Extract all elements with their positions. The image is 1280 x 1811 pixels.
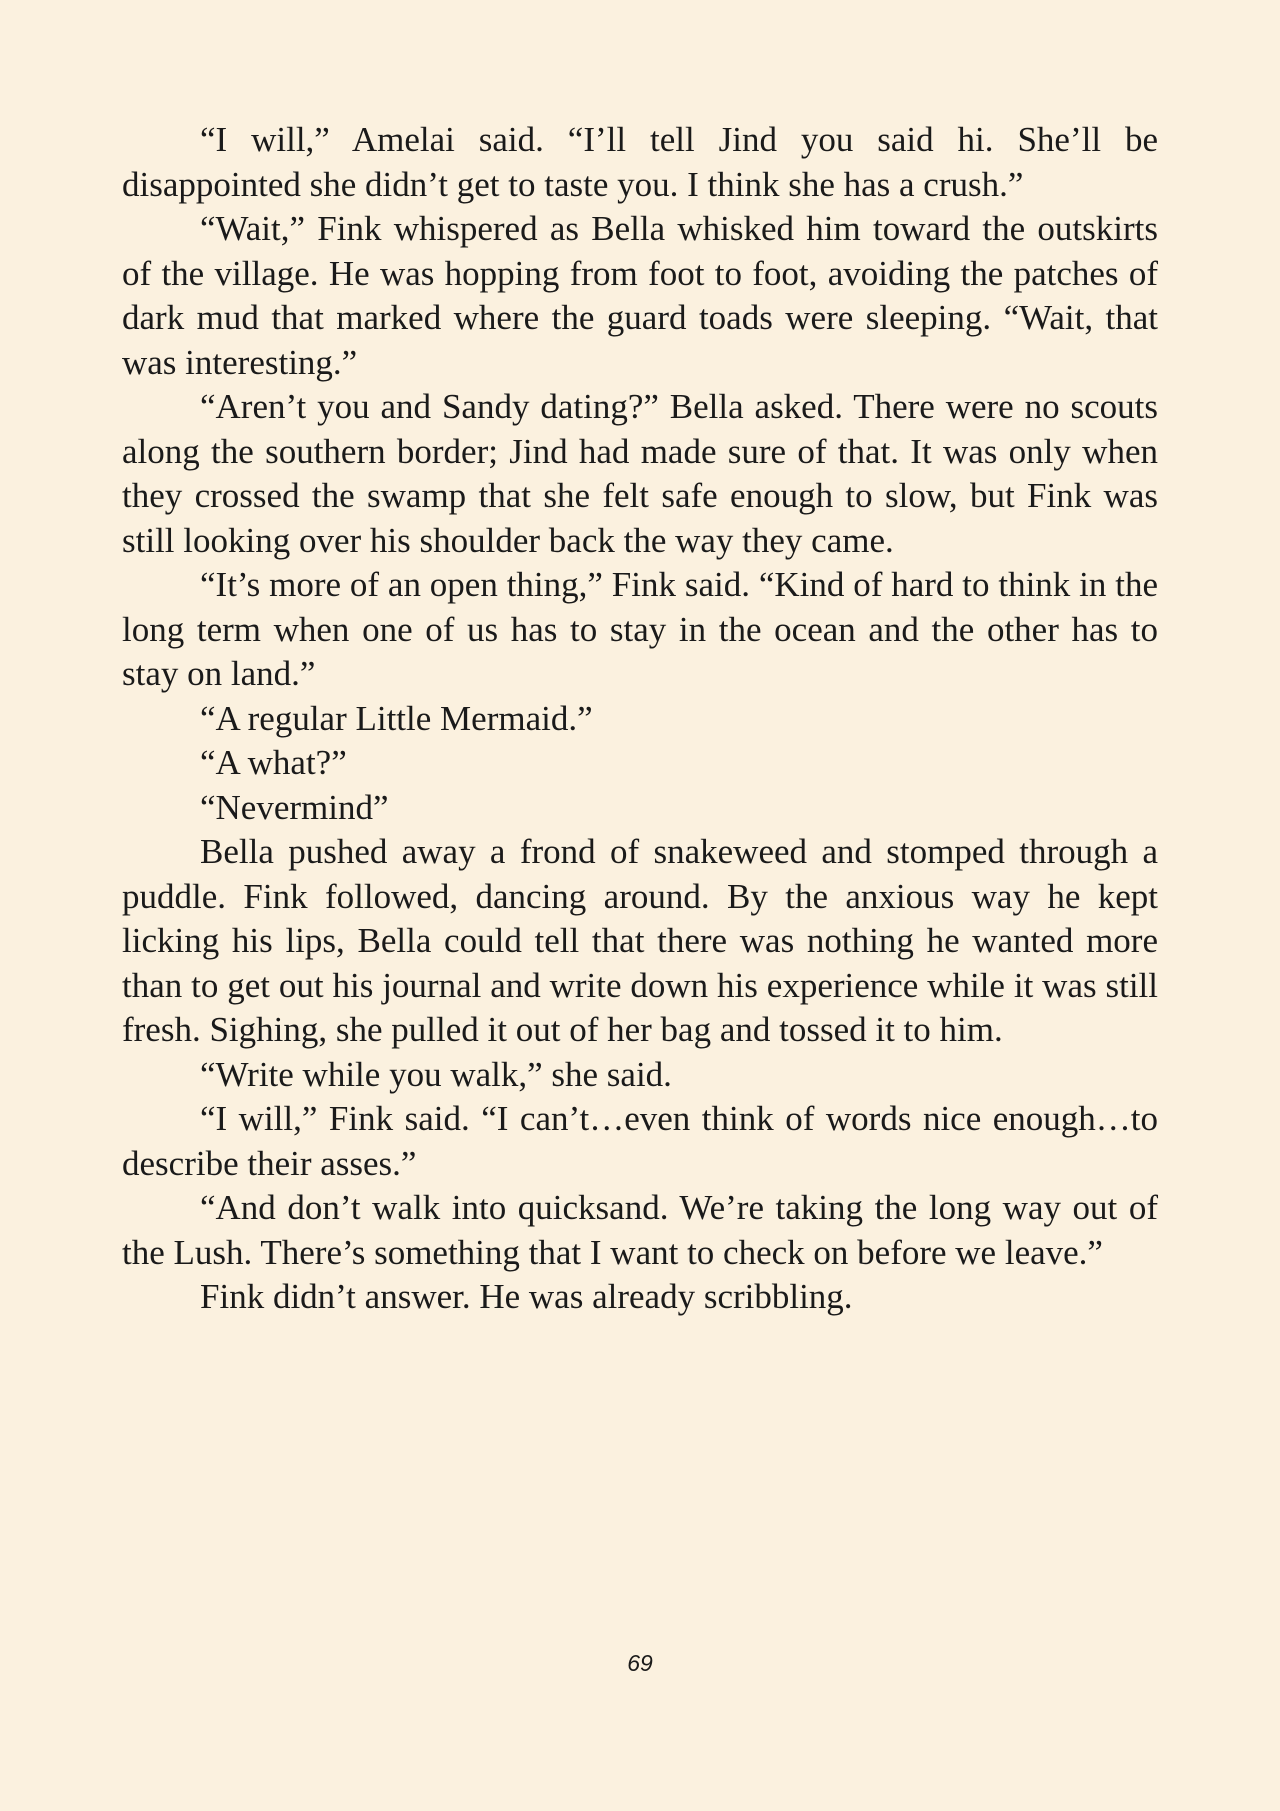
paragraph: “It’s more of an open thing,” Fink said. “Kind of hard to think in the long term when one of us has to stay in the ocean and the other has to stay on land.” — [122, 565, 1158, 693]
paragraph: “Nevermind” — [200, 787, 389, 827]
body-text — [122, 118, 1158, 1320]
paragraph: “A what?” — [200, 743, 347, 782]
paragraph: “A regular Little Mermaid.” — [200, 698, 593, 738]
paragraph: “Wait,” Fink whispered as Bella whisked him toward the outskirts of the village. He was hopping from foot to foot, avoiding the patches of dark mud that marked where the guard toads were sleeping. “Wait, that was interesting.” — [122, 209, 1158, 382]
paragraph: “I will,” Fink said. “I can’t…even think of words nice enough…to describe their asses.” — [122, 1099, 1158, 1183]
paragraph: “I will,” Amelai said. “I’ll tell Jind you said hi. She’ll be disappointed she didn’t get to taste you. I think she has a crush.” — [122, 120, 1158, 204]
paragraph: “And don’t walk into quicksand. We’re taking the long way out of the Lush. There’s something that I want to check on before we leave.” — [122, 1188, 1158, 1272]
page-number: 69 — [627, 1650, 653, 1676]
paragraph: Fink didn’t answer. He was already scribbling. — [200, 1277, 853, 1316]
paragraph: “Write while you walk,” she said. — [200, 1054, 672, 1094]
paragraph: Bella pushed away a frond of snakeweed and stomped through a puddle. Fink followed, dancing around. By the anxious way he kept licking his lips, Bella could tell that there was nothing he wanted more than to get out his journal and write down his experience while it was still fresh. Sighing, she pulled it out of her bag and tossed it to him. — [122, 832, 1158, 1049]
paragraph: “Aren’t you and Sandy dating?” Bella asked. There were no scouts along the southern border; Jind had made sure of that. It was only when they crossed the swamp that she felt safe enough to slow, but Fink was still looking over his shoulder back the way they came. — [122, 387, 1158, 560]
